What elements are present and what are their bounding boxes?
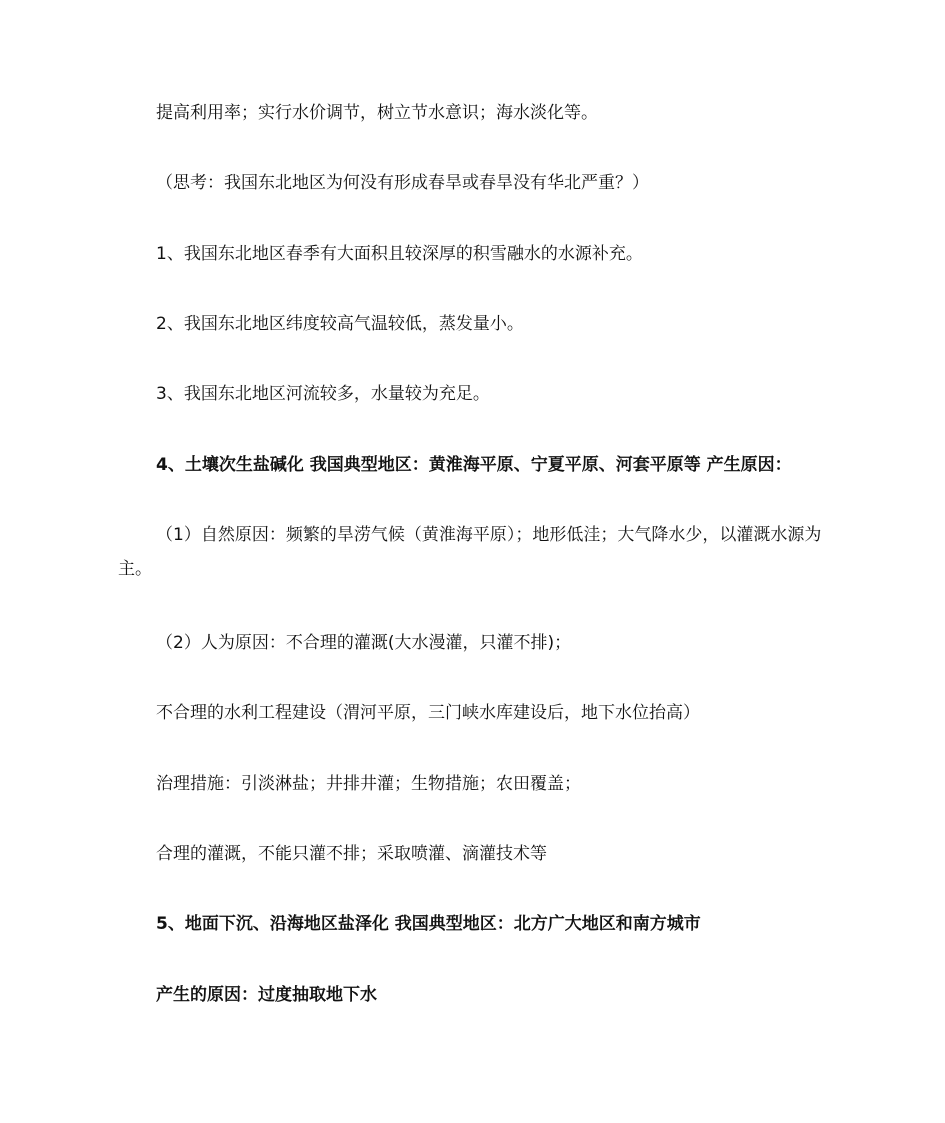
paragraph-thinking-question: （思考：我国东北地区为何没有形成春旱或春旱没有华北严重？） — [156, 173, 649, 193]
paragraph-natural-causes: （1）自然原因：频繁的旱涝气候（黄淮海平原）；地形低洼；大气降水少，以灌溉水源为主。 — [118, 525, 822, 579]
paragraph-reason-2: 2、我国东北地区纬度较高气温较低，蒸发量小。 — [156, 314, 524, 334]
heading-subsidence-cause: 产生的原因：过度抽取地下水 — [156, 985, 377, 1005]
paragraph-irrigation: 合理的灌溉，不能只灌不排；采取喷灌、滴灌技术等 — [156, 844, 547, 864]
heading-soil-salinization: 4、土壤次生盐碱化 我国典型地区：黄淮海平原、宁夏平原、河套平原等 产生原因： — [156, 455, 792, 475]
paragraph-reason-3: 3、我国东北地区河流较多，水量较为充足。 — [156, 384, 490, 404]
heading-land-subsidence: 5、地面下沉、沿海地区盐泽化 我国典型地区：北方广大地区和南方城市 — [156, 914, 701, 934]
paragraph-human-causes: （2）人为原因：不合理的灌溉(大水漫灌，只灌不排)； — [156, 633, 572, 653]
paragraph-water-projects: 不合理的水利工程建设（渭河平原，三门峡水库建设后，地下水位抬高） — [156, 703, 700, 723]
paragraph-reason-1: 1、我国东北地区春季有大面积且较深厚的积雪融水的水源补充。 — [156, 244, 643, 264]
paragraph-water-saving: 提高利用率；实行水价调节，树立节水意识；海水淡化等。 — [156, 103, 598, 123]
paragraph-treatment-measures: 治理措施：引淡淋盐；井排井灌；生物措施；农田覆盖； — [156, 774, 581, 794]
